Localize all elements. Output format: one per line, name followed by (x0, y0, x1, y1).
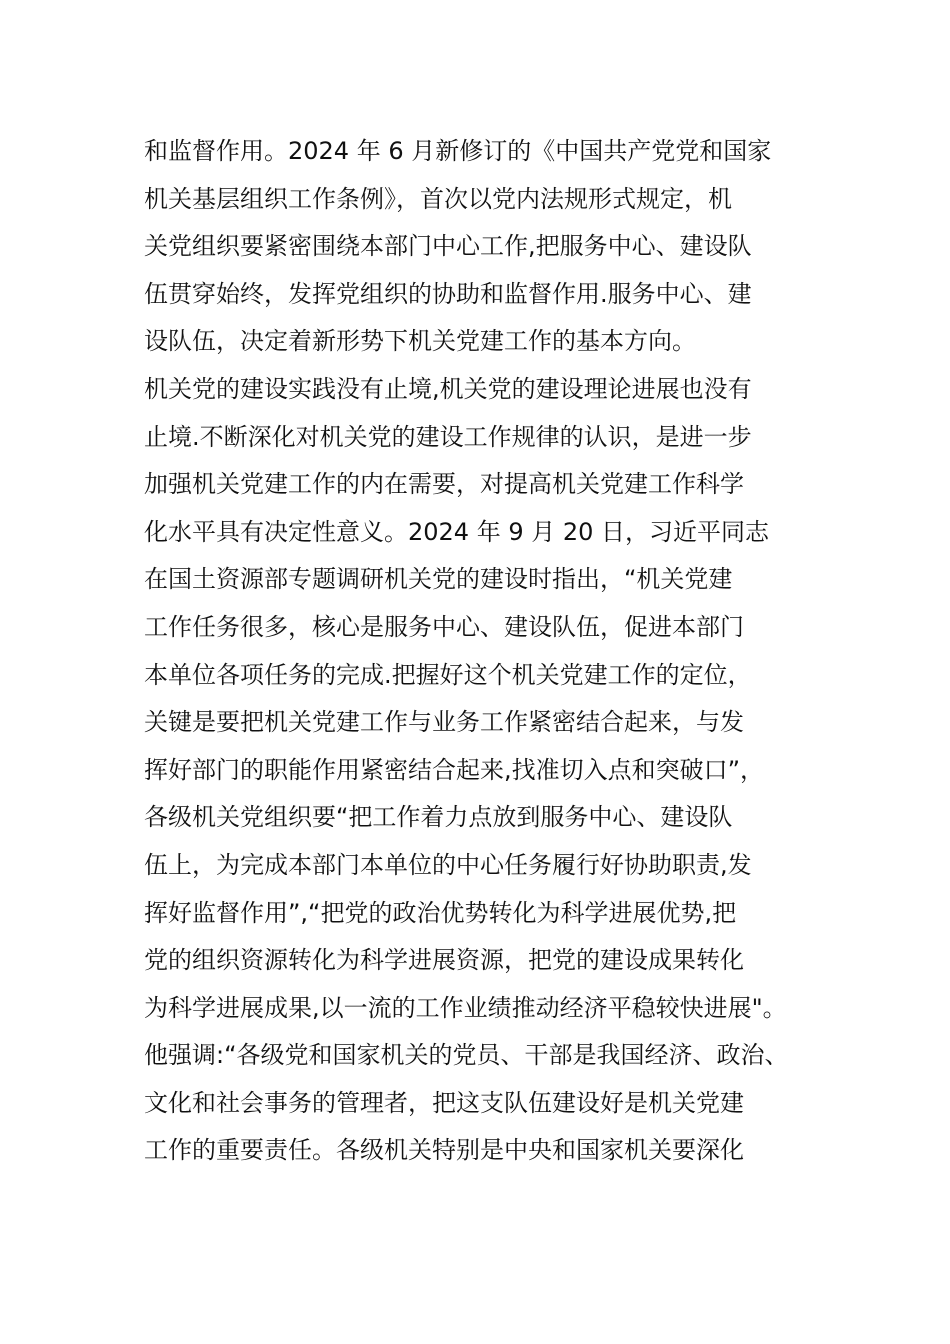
text-line: 关键是要把机关党建工作与业务工作紧密结合起来，与发 (144, 708, 744, 737)
text-line: 机关基层组织工作条例》，首次以党内法规形式规定，机 (144, 184, 732, 213)
text-line: 机关党的建设实践没有止境,机关党的建设理论进展也没有 (144, 374, 752, 403)
text-line: 挥好监督作用”,“把党的政治优势转化为科学进展优势,把 (144, 898, 737, 927)
text-line: 加强机关党建工作的内在需要，对提高机关党建工作科学 (144, 470, 744, 499)
text-line: 伍上，为完成本部门本单位的中心任务履行好协助职责,发 (144, 850, 752, 879)
text-line: 关党组织要紧密围绕本部门中心工作,把服务中心、建设队 (144, 232, 752, 261)
text-line: 挥好部门的职能作用紧密结合起来,找准切入点和突破口”， (144, 755, 765, 784)
text-line: 本单位各项任务的完成.把握好这个机关党建工作的定位， (144, 660, 752, 689)
text-line: 他强调:“各级党和国家机关的党员、干部是我国经济、政治、 (144, 1041, 789, 1070)
text-line: 化水平具有决定性意义。2024 年 9 月 20 日，习近平同志 (144, 517, 770, 546)
text-line: 止境.不断深化对机关党的建设工作规律的认识，是进一步 (144, 422, 752, 451)
text-line: 伍贯穿始终，发挥党组织的协助和监督作用.服务中心、建 (144, 279, 752, 308)
text-line: 在国土资源部专题调研机关党的建设时指出，“机关党建 (144, 565, 733, 594)
text-line: 设队伍，决定着新形势下机关党建工作的基本方向。 (144, 327, 696, 356)
text-line: 文化和社会事务的管理者，把这支队伍建设好是机关党建 (144, 1088, 744, 1117)
text-line: 各级机关党组织要“把工作着力点放到服务中心、建设队 (144, 803, 733, 832)
text-line: 工作的重要责任。各级机关特别是中央和国家机关要深化 (144, 1136, 744, 1165)
text-line: 和监督作用。2024 年 6 月新修订的《中国共产党党和国家 (144, 137, 772, 165)
text-line: 为科学进展成果,以一流的工作业绩推动经济平稳较快进展"。 (144, 993, 787, 1022)
body-text (144, 128, 844, 1175)
text-line: 党的组织资源转化为科学进展资源，把党的建设成果转化 (144, 946, 744, 975)
text-line: 工作任务很多，核心是服务中心、建设队伍，促进本部门 (144, 612, 744, 641)
